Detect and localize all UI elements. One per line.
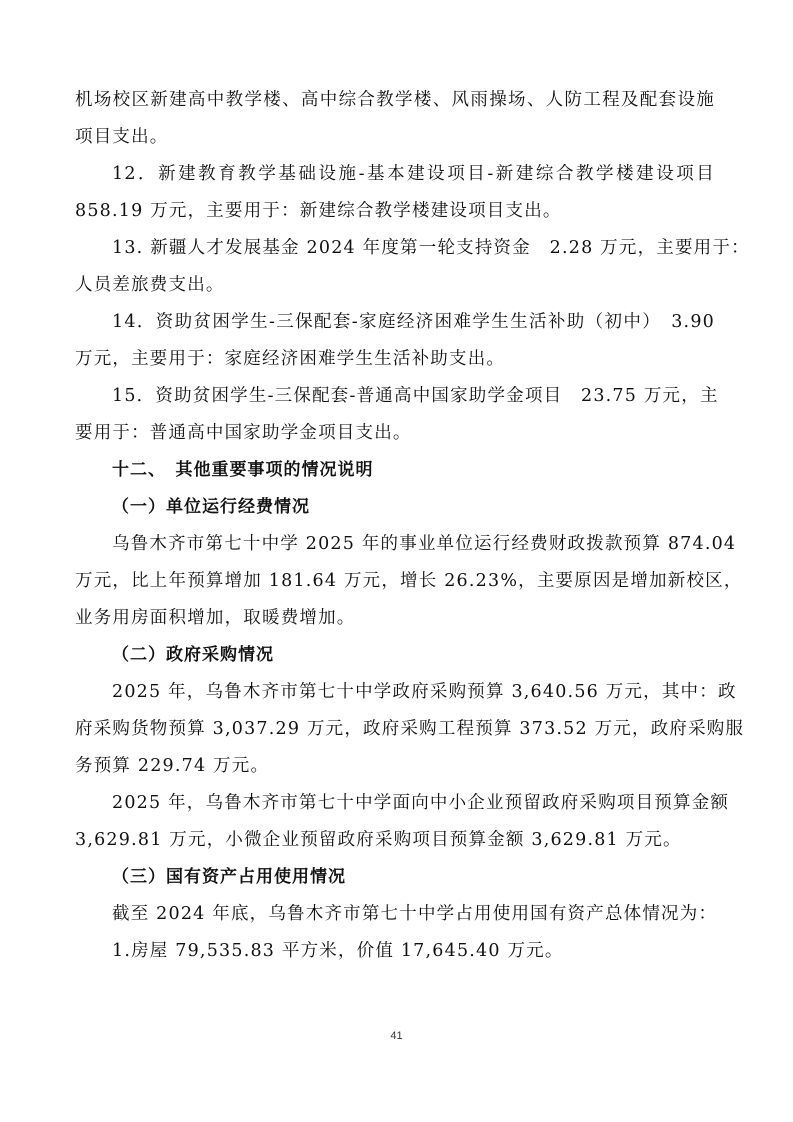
list-item-12-line: 12．新建教育教学基础设施-基本建设项目-新建综合教学楼建设项目 <box>112 164 715 184</box>
body-text-line: 3,629.81 万元，小微企业预留政府采购项目预算金额 3,629.81 万元。 <box>75 830 682 850</box>
list-item-13-line: 人员差旅费支出。 <box>75 275 225 295</box>
body-text-line: 机场校区新建高中教学楼、高中综合教学楼、风雨操场、人防工程及配套设施 <box>75 90 715 110</box>
subsection-heading: （一）单位运行经费情况 <box>112 497 310 517</box>
body-text-line: 万元，比上年预算增加 181.64 万元，增长 26.23%，主要原因是增加新校区， <box>75 571 743 591</box>
subsection-heading: （三）国有资产占用使用情况 <box>112 867 346 887</box>
list-item-15-line: 15．资助贫困学生-三保配套-普通高中国家助学金项目 23.75 万元，主 <box>112 386 719 406</box>
list-item-15-line: 要用于：普通高中国家助学金项目支出。 <box>75 423 412 443</box>
subsection-heading: （二）政府采购情况 <box>112 645 274 665</box>
body-text-line: 1.房屋 79,535.83 平方米，价值 17,645.40 万元。 <box>112 941 564 961</box>
section-heading: 十二、 其他重要事项的情况说明 <box>112 460 374 480</box>
body-text-line: 2025 年，乌鲁木齐市第七十中学面向中小企业预留政府采购项目预算金额 <box>112 793 730 813</box>
body-text-line: 务预算 229.74 万元。 <box>75 756 270 776</box>
list-item-13-line: 13. 新疆人才发展基金 2024 年度第一轮支持资金 2.28 万元，主要用于： <box>112 238 750 258</box>
body-text-line: 府采购货物预算 3,037.29 万元，政府采购工程预算 373.52 万元，政府采购服 <box>75 719 745 739</box>
list-item-12-line: 858.19 万元，主要用于：新建综合教学楼建设项目支出。 <box>75 201 562 221</box>
list-item-14-line: 14．资助贫困学生-三保配套-家庭经济困难学生生活补助（初中） 3.90 <box>112 312 715 332</box>
body-text-line: 截至 2024 年底，乌鲁木齐市第七十中学占用使用国有资产总体情况为： <box>112 904 718 924</box>
page-number: 41 <box>390 1030 403 1042</box>
body-text-line: 业务用房面积增加，取暖费增加。 <box>75 608 356 628</box>
body-text-line: 2025 年，乌鲁木齐市第七十中学政府采购预算 3,640.56 万元，其中：政 <box>112 682 737 702</box>
list-item-14-line: 万元，主要用于：家庭经济困难学生生活补助支出。 <box>75 349 506 369</box>
body-text-line: 项目支出。 <box>75 127 169 147</box>
body-text-line: 乌鲁木齐市第七十中学 2025 年的事业单位运行经费财政拨款预算 874.04 <box>112 534 737 554</box>
